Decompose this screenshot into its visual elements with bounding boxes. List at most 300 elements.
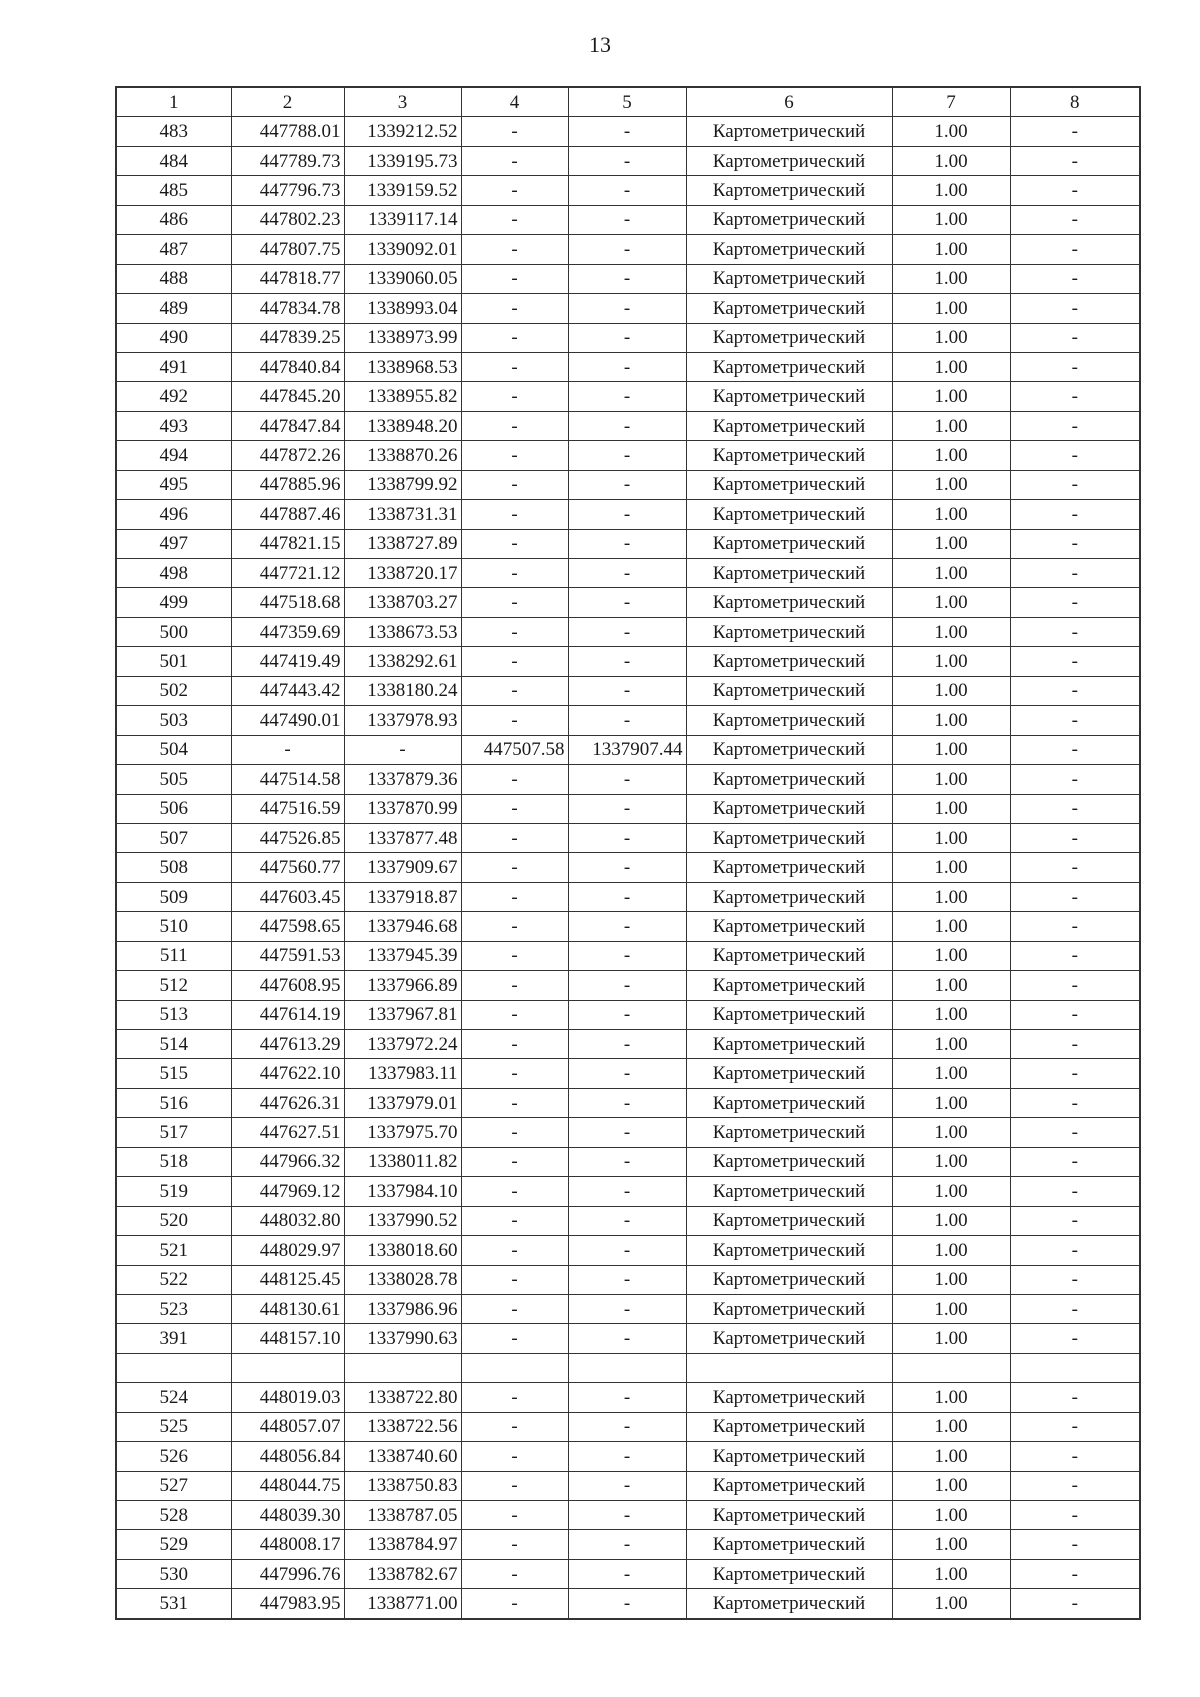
- accuracy-cell: 1.00: [892, 1000, 1010, 1029]
- accuracy-cell: 1.00: [892, 1442, 1010, 1471]
- y-new-cell: -: [568, 588, 686, 617]
- x-new-cell: -: [461, 617, 568, 646]
- table-row: [116, 235, 1140, 264]
- x-new-cell: -: [461, 971, 568, 1000]
- x-coordinate-cell: 447626.31: [231, 1088, 344, 1117]
- method-cell: Картометрический: [686, 176, 892, 205]
- accuracy-cell: 1.00: [892, 411, 1010, 440]
- x-coordinate-cell: 447996.76: [231, 1559, 344, 1588]
- y-coordinate-cell: 1338750.83: [344, 1471, 461, 1500]
- y-new-cell: -: [568, 1412, 686, 1441]
- x-coordinate-cell: 447887.46: [231, 500, 344, 529]
- point-number-cell: 531: [116, 1589, 231, 1619]
- column-header: 5: [568, 87, 686, 117]
- table-row: [116, 1265, 1140, 1294]
- y-coordinate-cell: 1337879.36: [344, 765, 461, 794]
- column-header: 2: [231, 87, 344, 117]
- point-number-cell: 510: [116, 912, 231, 941]
- method-cell: Картометрический: [686, 1442, 892, 1471]
- method-cell: Картометрический: [686, 1059, 892, 1088]
- x-coordinate-cell: 448019.03: [231, 1383, 344, 1412]
- y-coordinate-cell: 1337918.87: [344, 882, 461, 911]
- method-cell: Картометрический: [686, 853, 892, 882]
- x-new-cell: -: [461, 1118, 568, 1147]
- description-cell: -: [1010, 146, 1140, 175]
- accuracy-cell: 1.00: [892, 205, 1010, 234]
- description-cell: -: [1010, 1265, 1140, 1294]
- description-cell: -: [1010, 794, 1140, 823]
- y-new-cell: -: [568, 1559, 686, 1588]
- x-coordinate-cell: 447983.95: [231, 1589, 344, 1619]
- y-new-cell: -: [568, 853, 686, 882]
- x-new-cell: -: [461, 411, 568, 440]
- accuracy-cell: 1.00: [892, 912, 1010, 941]
- x-coordinate-cell: 447872.26: [231, 441, 344, 470]
- accuracy-cell: 1.00: [892, 352, 1010, 381]
- point-number-cell: 487: [116, 235, 231, 264]
- method-cell: Картометрический: [686, 1412, 892, 1441]
- method-cell: Картометрический: [686, 941, 892, 970]
- accuracy-cell: 1.00: [892, 235, 1010, 264]
- point-number-cell: 518: [116, 1147, 231, 1176]
- y-new-cell: -: [568, 823, 686, 852]
- description-cell: -: [1010, 882, 1140, 911]
- table-row: [116, 1383, 1140, 1412]
- point-number-cell: 483: [116, 117, 231, 146]
- accuracy-cell: 1.00: [892, 1589, 1010, 1619]
- point-number-cell: 516: [116, 1088, 231, 1117]
- y-coordinate-cell: 1337870.99: [344, 794, 461, 823]
- accuracy-cell: 1.00: [892, 1530, 1010, 1559]
- method-cell: [686, 1353, 892, 1382]
- table-row: [116, 264, 1140, 293]
- y-new-cell: -: [568, 500, 686, 529]
- accuracy-cell: 1.00: [892, 500, 1010, 529]
- point-number-cell: 524: [116, 1383, 231, 1412]
- y-coordinate-cell: 1339060.05: [344, 264, 461, 293]
- x-coordinate-cell: 447608.95: [231, 971, 344, 1000]
- x-new-cell: -: [461, 941, 568, 970]
- y-new-cell: -: [568, 1059, 686, 1088]
- description-cell: -: [1010, 352, 1140, 381]
- table-row: [116, 1412, 1140, 1441]
- table-row: [116, 176, 1140, 205]
- y-coordinate-cell: 1339159.52: [344, 176, 461, 205]
- y-new-cell: -: [568, 176, 686, 205]
- table-row: [116, 1236, 1140, 1265]
- y-new-cell: -: [568, 382, 686, 411]
- description-cell: -: [1010, 1383, 1140, 1412]
- x-coordinate-cell: 448157.10: [231, 1324, 344, 1353]
- y-new-cell: -: [568, 676, 686, 705]
- point-number-cell: 523: [116, 1294, 231, 1323]
- point-number-cell: 522: [116, 1265, 231, 1294]
- x-new-cell: -: [461, 1559, 568, 1588]
- x-new-cell: -: [461, 1589, 568, 1619]
- description-cell: -: [1010, 235, 1140, 264]
- y-new-cell: [568, 1353, 686, 1382]
- y-coordinate-cell: 1338018.60: [344, 1236, 461, 1265]
- x-coordinate-cell: 447966.32: [231, 1147, 344, 1176]
- point-number-cell: 530: [116, 1559, 231, 1588]
- point-number-cell: 498: [116, 559, 231, 588]
- description-cell: -: [1010, 1118, 1140, 1147]
- table-row: [116, 853, 1140, 882]
- y-new-cell: -: [568, 1206, 686, 1235]
- x-coordinate-cell: 447514.58: [231, 765, 344, 794]
- table-row: [116, 1000, 1140, 1029]
- y-new-cell: -: [568, 323, 686, 352]
- y-coordinate-cell: 1338703.27: [344, 588, 461, 617]
- method-cell: Картометрический: [686, 1589, 892, 1619]
- accuracy-cell: 1.00: [892, 1088, 1010, 1117]
- method-cell: Картометрический: [686, 1177, 892, 1206]
- description-cell: -: [1010, 853, 1140, 882]
- x-coordinate-cell: 448008.17: [231, 1530, 344, 1559]
- accuracy-cell: 1.00: [892, 676, 1010, 705]
- x-new-cell: -: [461, 823, 568, 852]
- y-coordinate-cell: 1338722.80: [344, 1383, 461, 1412]
- y-coordinate-cell: -: [344, 735, 461, 764]
- x-coordinate-cell: 447969.12: [231, 1177, 344, 1206]
- method-cell: Картометрический: [686, 1383, 892, 1412]
- y-coordinate-cell: 1338993.04: [344, 294, 461, 323]
- x-new-cell: -: [461, 500, 568, 529]
- x-coordinate-cell: 448039.30: [231, 1501, 344, 1530]
- table-row: [116, 1177, 1140, 1206]
- x-coordinate-cell: 447818.77: [231, 264, 344, 293]
- accuracy-cell: 1.00: [892, 1471, 1010, 1500]
- description-cell: -: [1010, 706, 1140, 735]
- point-number-cell: 517: [116, 1118, 231, 1147]
- point-number-cell: 503: [116, 706, 231, 735]
- accuracy-cell: 1.00: [892, 1206, 1010, 1235]
- accuracy-cell: 1.00: [892, 294, 1010, 323]
- x-coordinate-cell: 447443.42: [231, 676, 344, 705]
- point-number-cell: 492: [116, 382, 231, 411]
- y-new-cell: -: [568, 1530, 686, 1559]
- x-coordinate-cell: 447840.84: [231, 352, 344, 381]
- y-coordinate-cell: 1337990.63: [344, 1324, 461, 1353]
- y-new-cell: -: [568, 1147, 686, 1176]
- x-new-cell: -: [461, 882, 568, 911]
- method-cell: Картометрический: [686, 529, 892, 558]
- x-new-cell: -: [461, 529, 568, 558]
- table-row: [116, 382, 1140, 411]
- y-coordinate-cell: 1338727.89: [344, 529, 461, 558]
- description-cell: -: [1010, 1559, 1140, 1588]
- accuracy-cell: 1.00: [892, 1265, 1010, 1294]
- point-number-cell: [116, 1353, 231, 1382]
- description-cell: [1010, 1353, 1140, 1382]
- y-coordinate-cell: 1337984.10: [344, 1177, 461, 1206]
- point-number-cell: 391: [116, 1324, 231, 1353]
- y-new-cell: -: [568, 794, 686, 823]
- method-cell: Картометрический: [686, 823, 892, 852]
- point-number-cell: 502: [116, 676, 231, 705]
- method-cell: Картометрический: [686, 971, 892, 1000]
- method-cell: Картометрический: [686, 500, 892, 529]
- y-coordinate-cell: 1338720.17: [344, 559, 461, 588]
- x-coordinate-cell: 447802.23: [231, 205, 344, 234]
- y-new-cell: -: [568, 971, 686, 1000]
- point-number-cell: 494: [116, 441, 231, 470]
- y-new-cell: -: [568, 411, 686, 440]
- table-row: [116, 500, 1140, 529]
- table-row: [116, 323, 1140, 352]
- description-cell: -: [1010, 1442, 1140, 1471]
- x-new-cell: -: [461, 117, 568, 146]
- table-row: [116, 1059, 1140, 1088]
- y-coordinate-cell: 1338028.78: [344, 1265, 461, 1294]
- description-cell: -: [1010, 529, 1140, 558]
- method-cell: Картометрический: [686, 882, 892, 911]
- x-new-cell: -: [461, 235, 568, 264]
- x-coordinate-cell: 447788.01: [231, 117, 344, 146]
- x-new-cell: -: [461, 1294, 568, 1323]
- accuracy-cell: 1.00: [892, 1147, 1010, 1176]
- x-coordinate-cell: 447359.69: [231, 617, 344, 646]
- accuracy-cell: 1.00: [892, 1559, 1010, 1588]
- y-new-cell: -: [568, 1030, 686, 1059]
- method-cell: Картометрический: [686, 235, 892, 264]
- y-coordinate-cell: 1339195.73: [344, 146, 461, 175]
- description-cell: -: [1010, 1294, 1140, 1323]
- point-number-cell: 500: [116, 617, 231, 646]
- method-cell: Картометрический: [686, 1118, 892, 1147]
- x-new-cell: -: [461, 765, 568, 794]
- description-cell: -: [1010, 382, 1140, 411]
- x-new-cell: -: [461, 1030, 568, 1059]
- accuracy-cell: 1.00: [892, 529, 1010, 558]
- x-new-cell: -: [461, 441, 568, 470]
- y-coordinate-cell: 1339117.14: [344, 205, 461, 234]
- y-new-cell: -: [568, 294, 686, 323]
- column-header: 8: [1010, 87, 1140, 117]
- accuracy-cell: 1.00: [892, 971, 1010, 1000]
- point-number-cell: 506: [116, 794, 231, 823]
- x-new-cell: -: [461, 1206, 568, 1235]
- accuracy-cell: 1.00: [892, 1236, 1010, 1265]
- table-row: [116, 205, 1140, 234]
- description-cell: -: [1010, 500, 1140, 529]
- x-new-cell: -: [461, 470, 568, 499]
- y-new-cell: -: [568, 1442, 686, 1471]
- point-number-cell: 486: [116, 205, 231, 234]
- y-coordinate-cell: 1337986.96: [344, 1294, 461, 1323]
- x-new-cell: -: [461, 176, 568, 205]
- description-cell: -: [1010, 559, 1140, 588]
- point-number-cell: 489: [116, 294, 231, 323]
- point-number-cell: 488: [116, 264, 231, 293]
- y-coordinate-cell: 1338968.53: [344, 352, 461, 381]
- accuracy-cell: 1.00: [892, 882, 1010, 911]
- table-row: [116, 1206, 1140, 1235]
- y-new-cell: -: [568, 1118, 686, 1147]
- y-coordinate-cell: 1337978.93: [344, 706, 461, 735]
- method-cell: Картометрический: [686, 617, 892, 646]
- description-cell: -: [1010, 941, 1140, 970]
- point-number-cell: 501: [116, 647, 231, 676]
- x-new-cell: -: [461, 146, 568, 175]
- accuracy-cell: 1.00: [892, 735, 1010, 764]
- x-coordinate-cell: 448029.97: [231, 1236, 344, 1265]
- y-coordinate-cell: 1338011.82: [344, 1147, 461, 1176]
- x-new-cell: -: [461, 1324, 568, 1353]
- column-header: 1: [116, 87, 231, 117]
- table-row: [116, 559, 1140, 588]
- y-coordinate-cell: 1338771.00: [344, 1589, 461, 1619]
- x-coordinate-cell: 447613.29: [231, 1030, 344, 1059]
- x-new-cell: -: [461, 853, 568, 882]
- description-cell: -: [1010, 470, 1140, 499]
- point-number-cell: 507: [116, 823, 231, 852]
- table-row: [116, 146, 1140, 175]
- x-coordinate-cell: [231, 1353, 344, 1382]
- x-coordinate-cell: 447516.59: [231, 794, 344, 823]
- accuracy-cell: 1.00: [892, 941, 1010, 970]
- y-new-cell: -: [568, 559, 686, 588]
- table-row: [116, 794, 1140, 823]
- x-coordinate-cell: 448130.61: [231, 1294, 344, 1323]
- table-row: [116, 1501, 1140, 1530]
- x-new-cell: -: [461, 1059, 568, 1088]
- description-cell: -: [1010, 1471, 1140, 1500]
- accuracy-cell: 1.00: [892, 470, 1010, 499]
- description-cell: -: [1010, 1059, 1140, 1088]
- accuracy-cell: 1.00: [892, 323, 1010, 352]
- x-coordinate-cell: 448125.45: [231, 1265, 344, 1294]
- point-number-cell: 509: [116, 882, 231, 911]
- method-cell: Картометрический: [686, 765, 892, 794]
- description-cell: -: [1010, 1530, 1140, 1559]
- point-number-cell: 490: [116, 323, 231, 352]
- method-cell: Картометрический: [686, 323, 892, 352]
- table-row: [116, 941, 1140, 970]
- column-header: 6: [686, 87, 892, 117]
- x-coordinate-cell: 447622.10: [231, 1059, 344, 1088]
- y-coordinate-cell: 1337877.48: [344, 823, 461, 852]
- method-cell: Картометрический: [686, 1530, 892, 1559]
- method-cell: Картометрический: [686, 382, 892, 411]
- table-header-row: [116, 87, 1140, 117]
- y-coordinate-cell: 1338784.97: [344, 1530, 461, 1559]
- point-number-cell: 499: [116, 588, 231, 617]
- y-new-cell: -: [568, 1589, 686, 1619]
- y-new-cell: -: [568, 941, 686, 970]
- point-number-cell: 527: [116, 1471, 231, 1500]
- accuracy-cell: 1.00: [892, 1030, 1010, 1059]
- y-new-cell: -: [568, 1324, 686, 1353]
- y-coordinate-cell: 1338870.26: [344, 441, 461, 470]
- y-new-cell: -: [568, 470, 686, 499]
- x-new-cell: -: [461, 1147, 568, 1176]
- table-row: [116, 1589, 1140, 1619]
- x-coordinate-cell: 448057.07: [231, 1412, 344, 1441]
- y-coordinate-cell: 1338292.61: [344, 647, 461, 676]
- point-number-cell: 491: [116, 352, 231, 381]
- description-cell: -: [1010, 1412, 1140, 1441]
- x-new-cell: -: [461, 382, 568, 411]
- method-cell: Картометрический: [686, 441, 892, 470]
- coordinates-table: [115, 86, 1141, 1620]
- method-cell: Картометрический: [686, 294, 892, 323]
- table-body: [116, 117, 1140, 1619]
- description-cell: -: [1010, 1324, 1140, 1353]
- table-row: [116, 470, 1140, 499]
- accuracy-cell: 1.00: [892, 1177, 1010, 1206]
- table-row: [116, 1294, 1140, 1323]
- x-new-cell: -: [461, 1236, 568, 1265]
- x-coordinate-cell: 447591.53: [231, 941, 344, 970]
- method-cell: Картометрический: [686, 1294, 892, 1323]
- x-new-cell: -: [461, 1177, 568, 1206]
- method-cell: Картометрический: [686, 1088, 892, 1117]
- description-cell: -: [1010, 1030, 1140, 1059]
- x-coordinate-cell: 447839.25: [231, 323, 344, 352]
- table-row: [116, 617, 1140, 646]
- x-coordinate-cell: 448044.75: [231, 1471, 344, 1500]
- x-coordinate-cell: 447796.73: [231, 176, 344, 205]
- accuracy-cell: 1.00: [892, 1294, 1010, 1323]
- accuracy-cell: 1.00: [892, 1412, 1010, 1441]
- y-new-cell: -: [568, 1000, 686, 1029]
- y-new-cell: -: [568, 1383, 686, 1412]
- x-coordinate-cell: 448032.80: [231, 1206, 344, 1235]
- method-cell: Картометрический: [686, 205, 892, 234]
- x-new-cell: -: [461, 352, 568, 381]
- table-row: [116, 352, 1140, 381]
- table-row: [116, 411, 1140, 440]
- description-cell: -: [1010, 1147, 1140, 1176]
- accuracy-cell: [892, 1353, 1010, 1382]
- y-new-cell: -: [568, 117, 686, 146]
- point-number-cell: 526: [116, 1442, 231, 1471]
- page-number: 13: [589, 32, 611, 57]
- description-cell: -: [1010, 1000, 1140, 1029]
- y-coordinate-cell: 1337975.70: [344, 1118, 461, 1147]
- point-number-cell: 511: [116, 941, 231, 970]
- accuracy-cell: 1.00: [892, 853, 1010, 882]
- column-header: 3: [344, 87, 461, 117]
- description-cell: -: [1010, 411, 1140, 440]
- method-cell: Картометрический: [686, 117, 892, 146]
- x-new-cell: -: [461, 647, 568, 676]
- accuracy-cell: 1.00: [892, 441, 1010, 470]
- table-row: [116, 1147, 1140, 1176]
- method-cell: Картометрический: [686, 1206, 892, 1235]
- y-coordinate-cell: 1337945.39: [344, 941, 461, 970]
- y-new-cell: -: [568, 1501, 686, 1530]
- y-coordinate-cell: 1337909.67: [344, 853, 461, 882]
- x-coordinate-cell: 447598.65: [231, 912, 344, 941]
- table-row: [116, 1559, 1140, 1588]
- table-row: [116, 765, 1140, 794]
- description-cell: -: [1010, 205, 1140, 234]
- x-new-cell: -: [461, 912, 568, 941]
- table-row: [116, 294, 1140, 323]
- method-cell: Картометрический: [686, 1559, 892, 1588]
- table-row: [116, 1442, 1140, 1471]
- x-new-cell: -: [461, 1442, 568, 1471]
- x-new-cell: -: [461, 588, 568, 617]
- point-number-cell: 484: [116, 146, 231, 175]
- method-cell: Картометрический: [686, 1236, 892, 1265]
- y-coordinate-cell: [344, 1353, 461, 1382]
- accuracy-cell: 1.00: [892, 1383, 1010, 1412]
- description-cell: -: [1010, 735, 1140, 764]
- x-new-cell: -: [461, 676, 568, 705]
